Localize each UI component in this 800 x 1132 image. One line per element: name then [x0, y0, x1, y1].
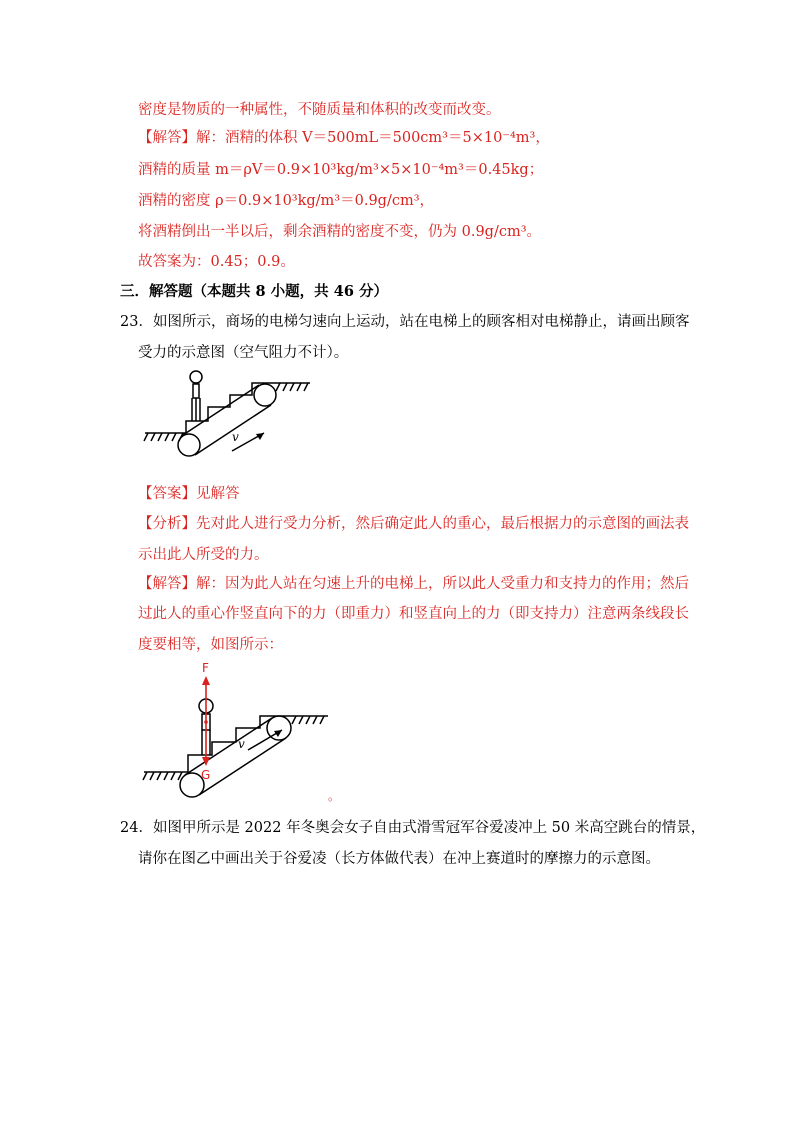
prev-answer-line: 故答案为：0.45；0.9。 [138, 254, 295, 270]
solution-tag: 【解答】 [138, 130, 196, 146]
q23-analysis-line2: 示出此人所受的力。 [138, 547, 269, 563]
q24-stem-line1: 24．如图甲所示是 2022 年冬奥会女子自由式滑雪冠军谷爱凌冲上 50 米高空跳台的情景， [120, 820, 706, 836]
q23-solution-line1: 【解答】解：因为此人站在匀速上升的电梯上，所以此人受重力和支持力的作用；然后 [138, 576, 689, 592]
prev-solution-line4: 将酒精倒出一半以后，剩余酒精的密度不变，仍为 0.9g/cm³。 [138, 224, 542, 240]
force-G-label: G [201, 768, 211, 782]
velocity-label: v [232, 430, 239, 444]
gravity-force-arrowhead [202, 757, 210, 766]
force-F-label: F [202, 661, 209, 675]
solution-text: 解：酒精的体积 V＝500mL＝500cm³＝5×10⁻⁴m³， [196, 130, 550, 146]
q23-solution-line3: 度要相等，如图所示： [138, 637, 283, 653]
q23-analysis-line1: 【分析】先对此人进行受力分析，然后确定此人的重心，最后根据力的示意图的画法表 [138, 516, 689, 532]
escalator-figure [140, 365, 320, 465]
q23-stem-line2: 受力的示意图（空气阻力不计）。 [138, 345, 349, 361]
q23-stem-line1: 23．如图所示，商场的电梯匀速向上运动，站在电梯上的顾客相对电梯静止，请画出顾客 [120, 314, 690, 330]
center-of-gravity-dot [204, 720, 208, 724]
escalator-force-figure [140, 658, 350, 803]
velocity-label: v [238, 737, 245, 751]
trailing-period: 。 [328, 789, 341, 803]
prev-solution-line2: 酒精的质量 m＝ρV＝0.9×10³kg/m³×5×10⁻⁴m³＝0.45kg； [138, 162, 544, 178]
q23-solution-line2: 过此人的重心作竖直向下的力（即重力）和竖直向上的力（即支持力）注意两条线段长 [138, 606, 689, 622]
prev-note: 密度是物质的一种属性，不随质量和体积的改变而改变。 [138, 102, 501, 118]
support-force-arrowhead [202, 676, 210, 685]
prev-solution-line1 [138, 128, 550, 148]
q24-stem-line2: 请你在图乙中画出关于谷爱凌（长方体做代表）在冲上赛道时的摩擦力的示意图。 [138, 851, 660, 867]
prev-solution-line3: 酒精的密度 ρ＝0.9×10³kg/m³＝0.9g/cm³， [138, 193, 435, 209]
q23-answer: 【答案】见解答 [138, 486, 240, 502]
section-heading: 三．解答题（本题共 8 小题，共 46 分） [120, 283, 388, 300]
